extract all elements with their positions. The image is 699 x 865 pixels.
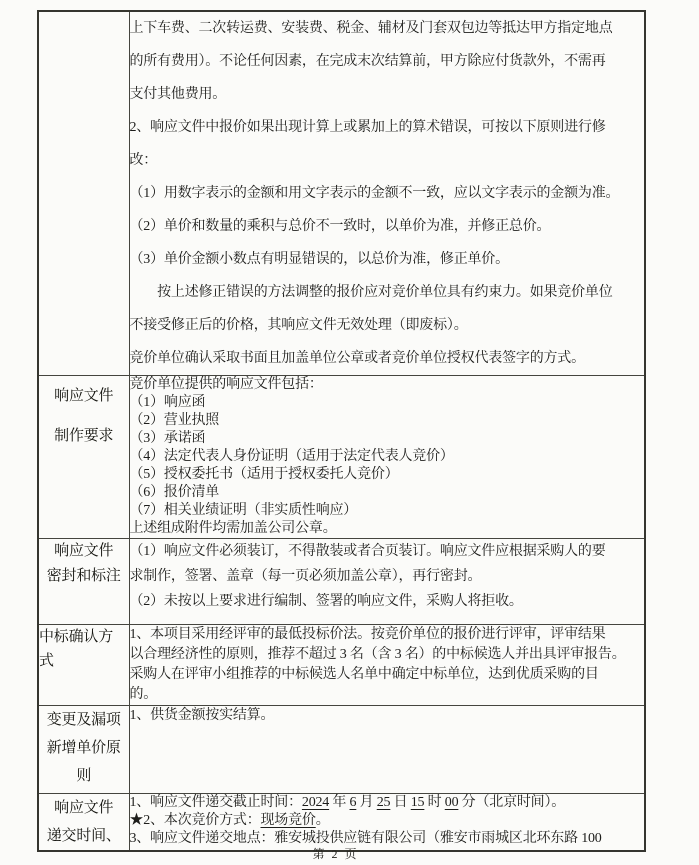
page-number: 第 2 页 — [312, 847, 359, 861]
label-line: 响应文件 — [54, 800, 114, 816]
label-line: 式 — [39, 653, 54, 669]
text-line: 的所有费用）。不论任何因素，在完成末次结算前，甲方除应付货款外，不需再 — [129, 54, 606, 69]
label-cell-empty — [38, 11, 129, 376]
label-line: 中标确认方 — [39, 629, 114, 645]
text-line: （3）单价金额小数点有明显错误的，以总价为准，修正单价。 — [129, 252, 509, 267]
content-cell-change-omission — [129, 706, 645, 794]
content-cell-sealing-marking — [129, 539, 645, 625]
text-line: 上述组成附件均需加盖公司公章。 — [129, 521, 337, 536]
text-line: （3）承诺函 — [129, 431, 206, 446]
row-payment-terms-continued — [38, 11, 645, 376]
text-line: 1、响应文件递交截止时间：2024 年 6 月 25 日 15 时 00 分（北京时间）。 — [129, 795, 566, 810]
text-line: （2）营业执照 — [129, 413, 220, 428]
text-line: （2）未按以上要求进行编制、签署的响应文件，采购人将拒收。 — [129, 594, 523, 609]
content-cell-award-confirmation — [129, 625, 645, 706]
text-line: 1、供货金额按实结算。 — [129, 708, 275, 723]
text-line: 改： — [129, 153, 158, 168]
label-cell-production-requirements — [38, 376, 129, 539]
label-line: 密封和标注 — [46, 568, 121, 584]
label-line: 新增单价原 — [46, 740, 121, 756]
bidding-terms-table — [37, 10, 646, 852]
text-line: 不接受修正后的价格，其响应文件无效处理（即废标）。 — [129, 318, 468, 333]
text-line: （4）法定代表人身份证明（适用于法定代表人竞价） — [129, 449, 454, 464]
text-line: ★2、本次竞价方式：现场竞价。 — [129, 813, 330, 828]
content-cell-payment-terms — [129, 11, 645, 376]
label-line: 则 — [76, 768, 92, 784]
row-award-confirmation-method — [38, 625, 645, 706]
label-cell-submission-time — [38, 794, 129, 852]
row-submission-time — [38, 794, 645, 852]
label-cell-sealing-marking — [38, 539, 129, 625]
row-response-doc-production — [38, 376, 645, 539]
text-line: 上下车费、二次转运费、安装费、税金、辅材及门套双包边等抵达甲方指定地点 — [129, 21, 613, 36]
label-cell-change-omission — [38, 706, 129, 794]
label-line: 响应文件 — [54, 543, 114, 559]
text-line: 按上述修正错误的方法调整的报价应对竞价单位具有约束力。如果竞价单位 — [129, 285, 613, 300]
content-cell-submission-time — [129, 794, 645, 852]
text-line: 3、响应文件递交地点：雅安城投供应链有限公司（雅安市雨城区北环东路 100 — [129, 831, 602, 846]
text-line: （1）响应函 — [129, 395, 206, 410]
text-line: （5）授权委托书（适用于授权委托人竞价） — [129, 467, 399, 482]
text-line: 2、响应文件中报价如果出现计算上或累加上的算术错误，可按以下原则进行修 — [129, 120, 606, 135]
row-sealing-and-marking — [38, 539, 645, 625]
text-line: （6）报价清单 — [129, 485, 220, 500]
text-line: 求制作，签署、盖章（每一页必须加盖公章），再行密封。 — [129, 569, 482, 584]
text-line: 的。 — [129, 687, 158, 702]
text-line: （1）用数字表示的金额和用文字表示的金额不一致，应以文字表示的金额为准。 — [129, 186, 620, 201]
label-line: 制作要求 — [54, 428, 114, 444]
label-cell-award-confirmation — [38, 625, 129, 706]
label-line: 变更及漏项 — [46, 712, 121, 728]
text-line: 以合理经济性的原则，推荐不超过 3 名（含 3 名）的中标候选人并出具评审报告。 — [129, 647, 626, 662]
content-cell-production-requirements — [129, 376, 645, 539]
label-line: 递交时间、 — [46, 828, 121, 844]
text-line: 1、本项目采用经评审的最低投标价法。按竞价单位的报价进行评审，评审结果 — [129, 627, 606, 642]
row-change-and-omission-pricing — [38, 706, 645, 794]
label-line: 响应文件 — [54, 388, 114, 404]
text-line: 支付其他费用。 — [129, 87, 227, 102]
text-line: 采购人在评审小组推荐的中标候选人名单中确定中标单位，达到优质采购的目 — [129, 667, 599, 682]
text-line: （2）单价和数量的乘积与总价不一致时，以单价为准，并修正总价。 — [129, 219, 551, 234]
text-line: 竞价单位提供的响应文件包括： — [129, 377, 323, 392]
text-line: 竞价单位确认采取书面且加盖单位公章或者竞价单位授权代表签字的方式。 — [129, 351, 585, 366]
text-line: （1）响应文件必须装订，不得散装或者合页装订。响应文件应根据采购人的要 — [129, 544, 606, 559]
text-line: （7）相关业绩证明（非实质性响应） — [129, 503, 358, 518]
